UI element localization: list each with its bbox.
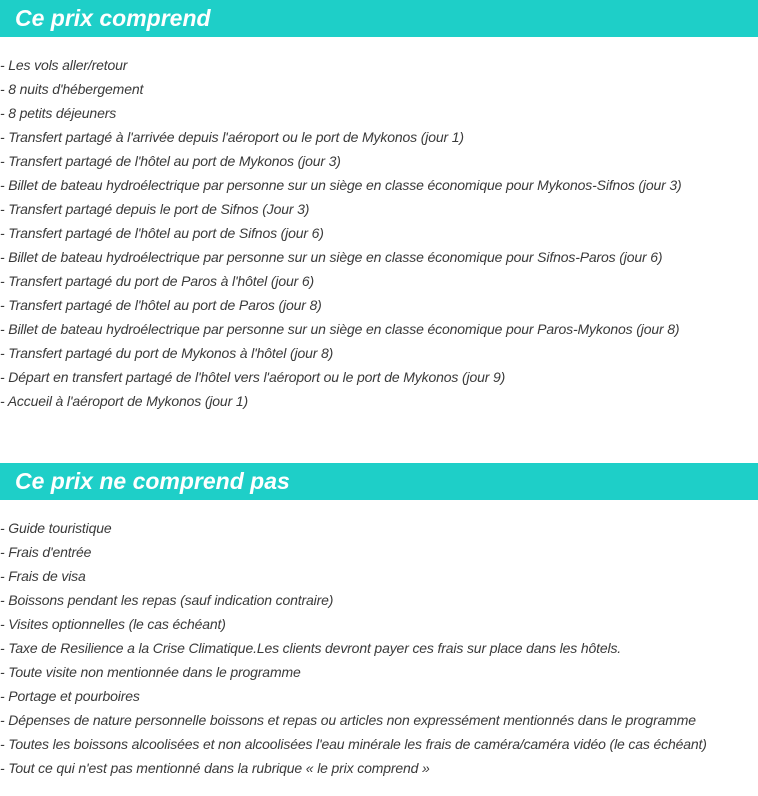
excludes-list: [0, 516, 758, 780]
includes-list-item: - Transfert partagé depuis le port de Sifnos (Jour 3): [0, 201, 310, 217]
excludes-list-item: - Boissons pendant les repas (sauf indication contraire): [0, 592, 334, 608]
includes-list-item: - Transfert partagé du port de Mykonos à l'hôtel (jour 8): [0, 345, 334, 361]
excludes-list-item: - Dépenses de nature personnelle boissons et repas ou articles non expressément mentionnés dans le programme: [0, 712, 696, 728]
includes-list-item: - Transfert partagé de l'hôtel au port de Sifnos (jour 6): [0, 225, 324, 241]
includes-list-item: - Les vols aller/retour: [0, 57, 128, 73]
excludes-list-item: - Toute visite non mentionnée dans le programme: [0, 664, 301, 680]
excludes-list-item: - Frais de visa: [0, 568, 86, 584]
excludes-list-item: - Taxe de Resilience a la Crise Climatique.Les clients devront payer ces frais sur place dans les hôtels.: [0, 640, 622, 656]
excludes-section-title: Ce prix ne comprend pas: [0, 463, 758, 500]
includes-list-item: - Billet de bateau hydroélectrique par personne sur un siège en classe économique pour Mykonos-Sifnos (jour 3): [0, 177, 682, 193]
excludes-list-item: - Tout ce qui n'est pas mentionné dans la rubrique « le prix comprend »: [0, 760, 430, 776]
includes-list-item: - Départ en transfert partagé de l'hôtel vers l'aéroport ou le port de Mykonos (jour 9): [0, 369, 506, 385]
includes-list-item: - Billet de bateau hydroélectrique par personne sur un siège en classe économique pour Paros-Mykonos (jour 8): [0, 321, 680, 337]
includes-list-item: - Transfert partagé de l'hôtel au port de Mykonos (jour 3): [0, 153, 341, 169]
includes-list-item: - Transfert partagé de l'hôtel au port de Paros (jour 8): [0, 297, 322, 313]
includes-list: [0, 53, 758, 413]
excludes-list-item: - Guide touristique: [0, 520, 112, 536]
includes-list-item: - 8 petits déjeuners: [0, 105, 117, 121]
includes-list-item: - Transfert partagé à l'arrivée depuis l'aéroport ou le port de Mykonos (jour 1): [0, 129, 464, 145]
includes-list-item: - 8 nuits d'hébergement: [0, 81, 144, 97]
includes-list-item: - Transfert partagé du port de Paros à l'hôtel (jour 6): [0, 273, 314, 289]
excludes-list-item: - Visites optionnelles (le cas échéant): [0, 616, 226, 632]
excludes-list-item: - Portage et pourboires: [0, 688, 140, 704]
excludes-list-item: - Toutes les boissons alcoolisées et non alcoolisées l'eau minérale les frais de caméra/caméra vidéo (le cas échéant): [0, 736, 707, 752]
excludes-list-item: - Frais d'entrée: [0, 544, 92, 560]
includes-list-item: - Billet de bateau hydroélectrique par personne sur un siège en classe économique pour Sifnos-Paros (jour 6): [0, 249, 663, 265]
includes-list-item: - Accueil à l'aéroport de Mykonos (jour 1): [0, 393, 248, 409]
includes-section-title: Ce prix comprend: [0, 0, 758, 37]
